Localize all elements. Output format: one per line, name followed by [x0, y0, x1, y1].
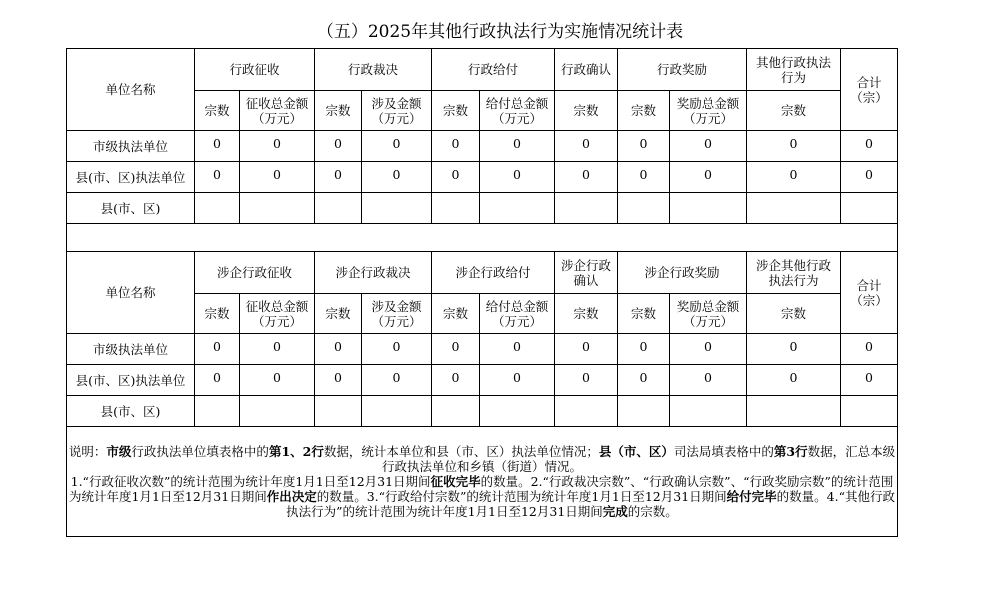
table-cell: 0 — [240, 131, 315, 162]
count-header: 宗数 — [432, 91, 480, 131]
table-cell: 0 — [841, 334, 898, 365]
count-header: 宗数 — [315, 294, 362, 334]
table-cell: 0 — [240, 334, 315, 365]
row-label: 县(市、区) — [67, 193, 195, 224]
table-cell: 0 — [618, 334, 670, 365]
row-label: 市级执法单位 — [67, 131, 195, 162]
table-cell — [362, 193, 432, 224]
table-cell: 0 — [670, 131, 747, 162]
table-cell: 0 — [195, 162, 240, 193]
group-header: 涉企行政 确认 — [555, 252, 618, 294]
table-cell: 0 — [841, 131, 898, 162]
table-cell — [670, 193, 747, 224]
table-cell — [362, 396, 432, 427]
row-label: 市级执法单位 — [67, 334, 195, 365]
total-header: 合计 （宗） — [841, 252, 898, 334]
group-header: 行政给付 — [432, 49, 555, 91]
group-header: 涉企行政给付 — [432, 252, 555, 294]
group-header: 行政确认 — [555, 49, 618, 91]
table-cell: 0 — [747, 365, 841, 396]
group-header: 涉企行政征收 — [195, 252, 315, 294]
group-header: 行政裁决 — [315, 49, 432, 91]
table-cell: 0 — [618, 365, 670, 396]
table-cell: 0 — [480, 365, 555, 396]
amount-header: 征收总金额 （万元） — [240, 91, 315, 131]
amount-header: 涉及金额 （万元） — [362, 294, 432, 334]
count-header: 宗数 — [195, 91, 240, 131]
count-header: 宗数 — [195, 294, 240, 334]
table-cell — [480, 193, 555, 224]
table-cell: 0 — [240, 365, 315, 396]
table-cell — [240, 193, 315, 224]
table-row — [67, 193, 898, 224]
group-header: 其他行政执法 行为 — [747, 49, 841, 91]
spacer-cell — [67, 224, 898, 252]
group-header: 行政奖励 — [618, 49, 747, 91]
table-cell — [618, 396, 670, 427]
table-cell: 0 — [362, 131, 432, 162]
table-cell — [555, 396, 618, 427]
table-cell — [747, 396, 841, 427]
amount-header: 涉及金额 （万元） — [362, 91, 432, 131]
table-cell: 0 — [362, 162, 432, 193]
table-cell — [618, 193, 670, 224]
table-cell: 0 — [555, 162, 618, 193]
count-header: 宗数 — [432, 294, 480, 334]
table-cell: 0 — [315, 162, 362, 193]
table-cell: 0 — [240, 162, 315, 193]
table-cell — [747, 193, 841, 224]
table-cell — [670, 396, 747, 427]
table-cell — [195, 396, 240, 427]
group-header: 涉企行政裁决 — [315, 252, 432, 294]
note-line-1: 说明：市级行政执法单位填表格中的第1、2行数据，统计本单位和县（市、区）执法单位情况；县（市、区）司法局填表格中的第3行数据，汇总本级行政执法单位和乡镇（街道）情况。 — [68, 444, 896, 474]
row-label: 县(市、区) — [67, 396, 195, 427]
total-header: 合计 （宗） — [841, 49, 898, 131]
page-title: （五）2025年其他行政执法行为实施情况统计表 — [316, 22, 684, 42]
table-cell: 0 — [747, 131, 841, 162]
table-cell: 0 — [362, 365, 432, 396]
table-row — [67, 162, 898, 193]
table-row — [67, 396, 898, 427]
table-cell — [315, 396, 362, 427]
table-cell: 0 — [555, 131, 618, 162]
count-header: 宗数 — [618, 294, 670, 334]
table-cell: 0 — [747, 334, 841, 365]
count-header: 宗数 — [555, 91, 618, 131]
table-cell: 0 — [618, 131, 670, 162]
table-cell: 0 — [841, 162, 898, 193]
group-header: 行政征收 — [195, 49, 315, 91]
count-header: 宗数 — [555, 294, 618, 334]
table-cell: 0 — [195, 334, 240, 365]
table-cell — [432, 193, 480, 224]
table1-header-row — [67, 49, 898, 91]
table-cell: 0 — [432, 131, 480, 162]
amount-header: 奖励总金额 （万元） — [670, 294, 747, 334]
table-cell: 0 — [480, 334, 555, 365]
amount-header: 奖励总金额 （万元） — [670, 91, 747, 131]
table-cell — [480, 396, 555, 427]
table-cell — [315, 193, 362, 224]
row-label: 县(市、区)执法单位 — [67, 162, 195, 193]
unit-name-header: 单位名称 — [67, 49, 195, 131]
count-header: 宗数 — [315, 91, 362, 131]
table-cell: 0 — [432, 162, 480, 193]
table-cell — [841, 396, 898, 427]
amount-header: 给付总金额 （万元） — [480, 91, 555, 131]
spacer-row — [67, 224, 898, 252]
table-cell — [240, 396, 315, 427]
table-cell: 0 — [315, 365, 362, 396]
table-cell: 0 — [195, 131, 240, 162]
count-header: 宗数 — [747, 294, 841, 334]
table-cell — [432, 396, 480, 427]
table-row — [67, 334, 898, 365]
notes-cell — [67, 427, 898, 537]
table-cell — [195, 193, 240, 224]
table2-header-row — [67, 252, 898, 294]
table-cell: 0 — [670, 162, 747, 193]
amount-header: 给付总金额 （万元） — [480, 294, 555, 334]
row-label: 县(市、区)执法单位 — [67, 365, 195, 396]
table-cell — [841, 193, 898, 224]
table-cell: 0 — [480, 162, 555, 193]
unit-name-header: 单位名称 — [67, 252, 195, 334]
table-cell: 0 — [480, 131, 555, 162]
table-cell: 0 — [315, 334, 362, 365]
note-line-2: 1.“行政征收次数”的统计范围为统计年度1月1日至12月31日期间征收完毕的数量。2.“行政裁决宗数”、“行政确认宗数”、“行政奖励宗数”的统计范围为统计年度1月1日至12月31日期间作出决定的数量。3.“行政给付宗数”的统计范围为统计年度1月1日至12月31日期间给付完毕的数量。4.“其他行政执法行为”的统计范围为统计年度1月1日至12月31日期间完成的宗数。 — [68, 474, 895, 519]
table-cell — [555, 193, 618, 224]
count-header: 宗数 — [618, 91, 670, 131]
table-row — [67, 131, 898, 162]
table-cell: 0 — [670, 365, 747, 396]
table-cell: 0 — [555, 334, 618, 365]
notes-row — [67, 427, 898, 537]
table-cell: 0 — [315, 131, 362, 162]
table-cell: 0 — [432, 334, 480, 365]
statistics-table — [66, 48, 898, 537]
group-header: 涉企其他行政 执法行为 — [747, 252, 841, 294]
table-cell: 0 — [362, 334, 432, 365]
amount-header: 征收总金额 （万元） — [240, 294, 315, 334]
table-cell: 0 — [618, 162, 670, 193]
table-cell: 0 — [195, 365, 240, 396]
count-header: 宗数 — [747, 91, 841, 131]
group-header: 涉企行政奖励 — [618, 252, 747, 294]
table-cell: 0 — [747, 162, 841, 193]
table-cell: 0 — [841, 365, 898, 396]
table-row — [67, 365, 898, 396]
table-cell: 0 — [670, 334, 747, 365]
table-cell: 0 — [555, 365, 618, 396]
table-cell: 0 — [432, 365, 480, 396]
